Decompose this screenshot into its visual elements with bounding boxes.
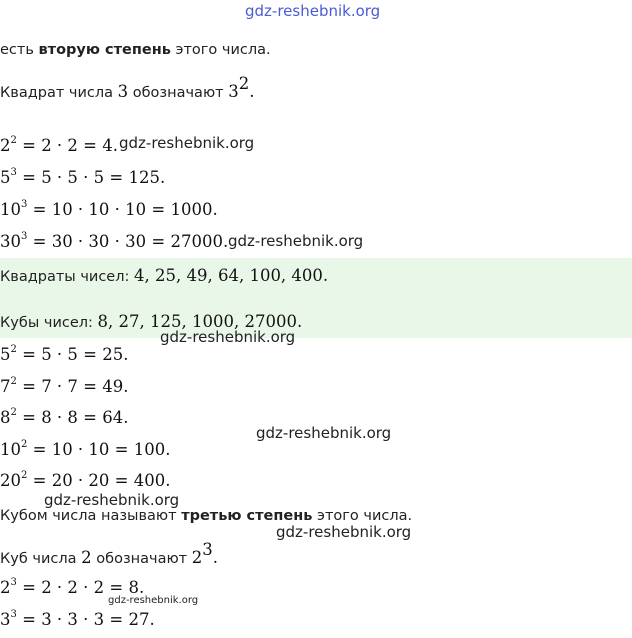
- squares-label: Квадраты чисел:: [0, 269, 134, 285]
- equation-base: 3: [0, 610, 11, 629]
- equation-base: 7: [0, 377, 11, 396]
- equation-rest: = 2 · 2 = 4.: [16, 136, 118, 155]
- notation-text: обозначают: [128, 85, 229, 101]
- intro-bold-term: вторую степень: [38, 42, 171, 58]
- notation-end: .: [249, 82, 255, 101]
- watermark: gdz-reshebnik.org: [256, 424, 392, 442]
- watermark: gdz-reshebnik.org: [44, 491, 180, 509]
- equation-exponent: 3: [10, 167, 17, 178]
- watermark: gdz-reshebnik.org: [160, 328, 296, 346]
- watermark: gdz-reshebnik.org: [108, 595, 199, 606]
- equation-rest: = 10 · 10 · 10 = 1000.: [27, 200, 218, 219]
- equation-base: 8: [0, 408, 11, 427]
- square-notation-line: [0, 74, 255, 101]
- definition-text: этого числа.: [312, 508, 413, 524]
- equation-base: 5: [0, 168, 11, 187]
- equation-base: 5: [0, 345, 11, 364]
- notation-exponent: 2: [238, 74, 250, 93]
- power-equation: [0, 200, 218, 219]
- power-equation: [0, 471, 170, 490]
- equation-exponent: 2: [10, 135, 17, 146]
- intro-text: этого числа.: [170, 42, 271, 58]
- cube-notation-line: [0, 540, 218, 567]
- notation-base: 3: [228, 82, 239, 101]
- power-equation: [0, 345, 128, 364]
- notation-text: Куб числа: [0, 551, 82, 567]
- equation-rest: = 8 · 8 = 64.: [16, 408, 129, 427]
- intro-line-1: [0, 42, 271, 58]
- definition-bold-term: третью степень: [181, 508, 313, 524]
- notation-base: 2: [191, 548, 203, 567]
- squares-list: [0, 266, 328, 285]
- watermark: gdz-reshebnik.org: [276, 523, 412, 541]
- equation-exponent: 2: [21, 439, 28, 450]
- definition-text: Кубом числа называют: [0, 508, 182, 524]
- equation-base: 10: [0, 440, 21, 459]
- equation-exponent: 2: [10, 407, 17, 418]
- notation-end: .: [212, 548, 218, 567]
- power-equation: [0, 440, 170, 459]
- cube-definition: [0, 508, 412, 524]
- notation-text: обозначают: [91, 551, 192, 567]
- equation-rest: = 2 · 2 · 2 = 8.: [16, 578, 145, 597]
- notation-text: Квадрат числа: [0, 85, 118, 101]
- equation-base: 20: [0, 471, 21, 490]
- equation-exponent: 3: [21, 199, 28, 210]
- equation-exponent: 2: [21, 470, 28, 481]
- squares-values: 4, 25, 49, 64, 100, 400.: [134, 266, 329, 285]
- equation-base: 2: [0, 578, 11, 597]
- equation-rest: = 5 · 5 = 25.: [16, 345, 129, 364]
- equation-rest: = 30 · 30 · 30 = 27000.: [27, 232, 229, 251]
- equation-exponent: 3: [10, 609, 17, 620]
- equation-rest: = 10 · 10 = 100.: [27, 440, 171, 459]
- power-equation: [0, 408, 128, 427]
- notation-number: 2: [81, 548, 92, 567]
- power-equation: [0, 610, 155, 629]
- notation-exponent: 3: [202, 540, 213, 559]
- equation-rest: = 7 · 7 = 49.: [16, 377, 129, 396]
- equation-base: 30: [0, 232, 21, 251]
- notation-number: 3: [117, 82, 129, 101]
- watermark: gdz-reshebnik.org: [119, 134, 255, 152]
- equation-exponent: 2: [10, 376, 17, 387]
- equation-exponent: 2: [10, 344, 17, 355]
- power-equation: [0, 136, 118, 155]
- equation-rest: = 5 · 5 · 5 = 125.: [16, 168, 166, 187]
- intro-text: есть: [0, 42, 39, 58]
- equation-exponent: 3: [10, 577, 17, 588]
- power-equation: [0, 232, 228, 251]
- power-equation: [0, 168, 165, 187]
- equation-exponent: 3: [21, 231, 28, 242]
- equation-base: 10: [0, 200, 21, 219]
- power-equation: [0, 377, 128, 396]
- equation-rest: = 3 · 3 · 3 = 27.: [16, 610, 155, 629]
- equation-base: 2: [0, 136, 11, 155]
- cubes-label: Кубы чисел:: [0, 315, 98, 331]
- equation-rest: = 20 · 20 = 400.: [27, 471, 171, 490]
- watermark: gdz-reshebnik.org: [245, 2, 381, 20]
- cubes-values: 8, 27, 125, 1000, 27000.: [97, 312, 303, 331]
- watermark: gdz-reshebnik.org: [228, 232, 364, 250]
